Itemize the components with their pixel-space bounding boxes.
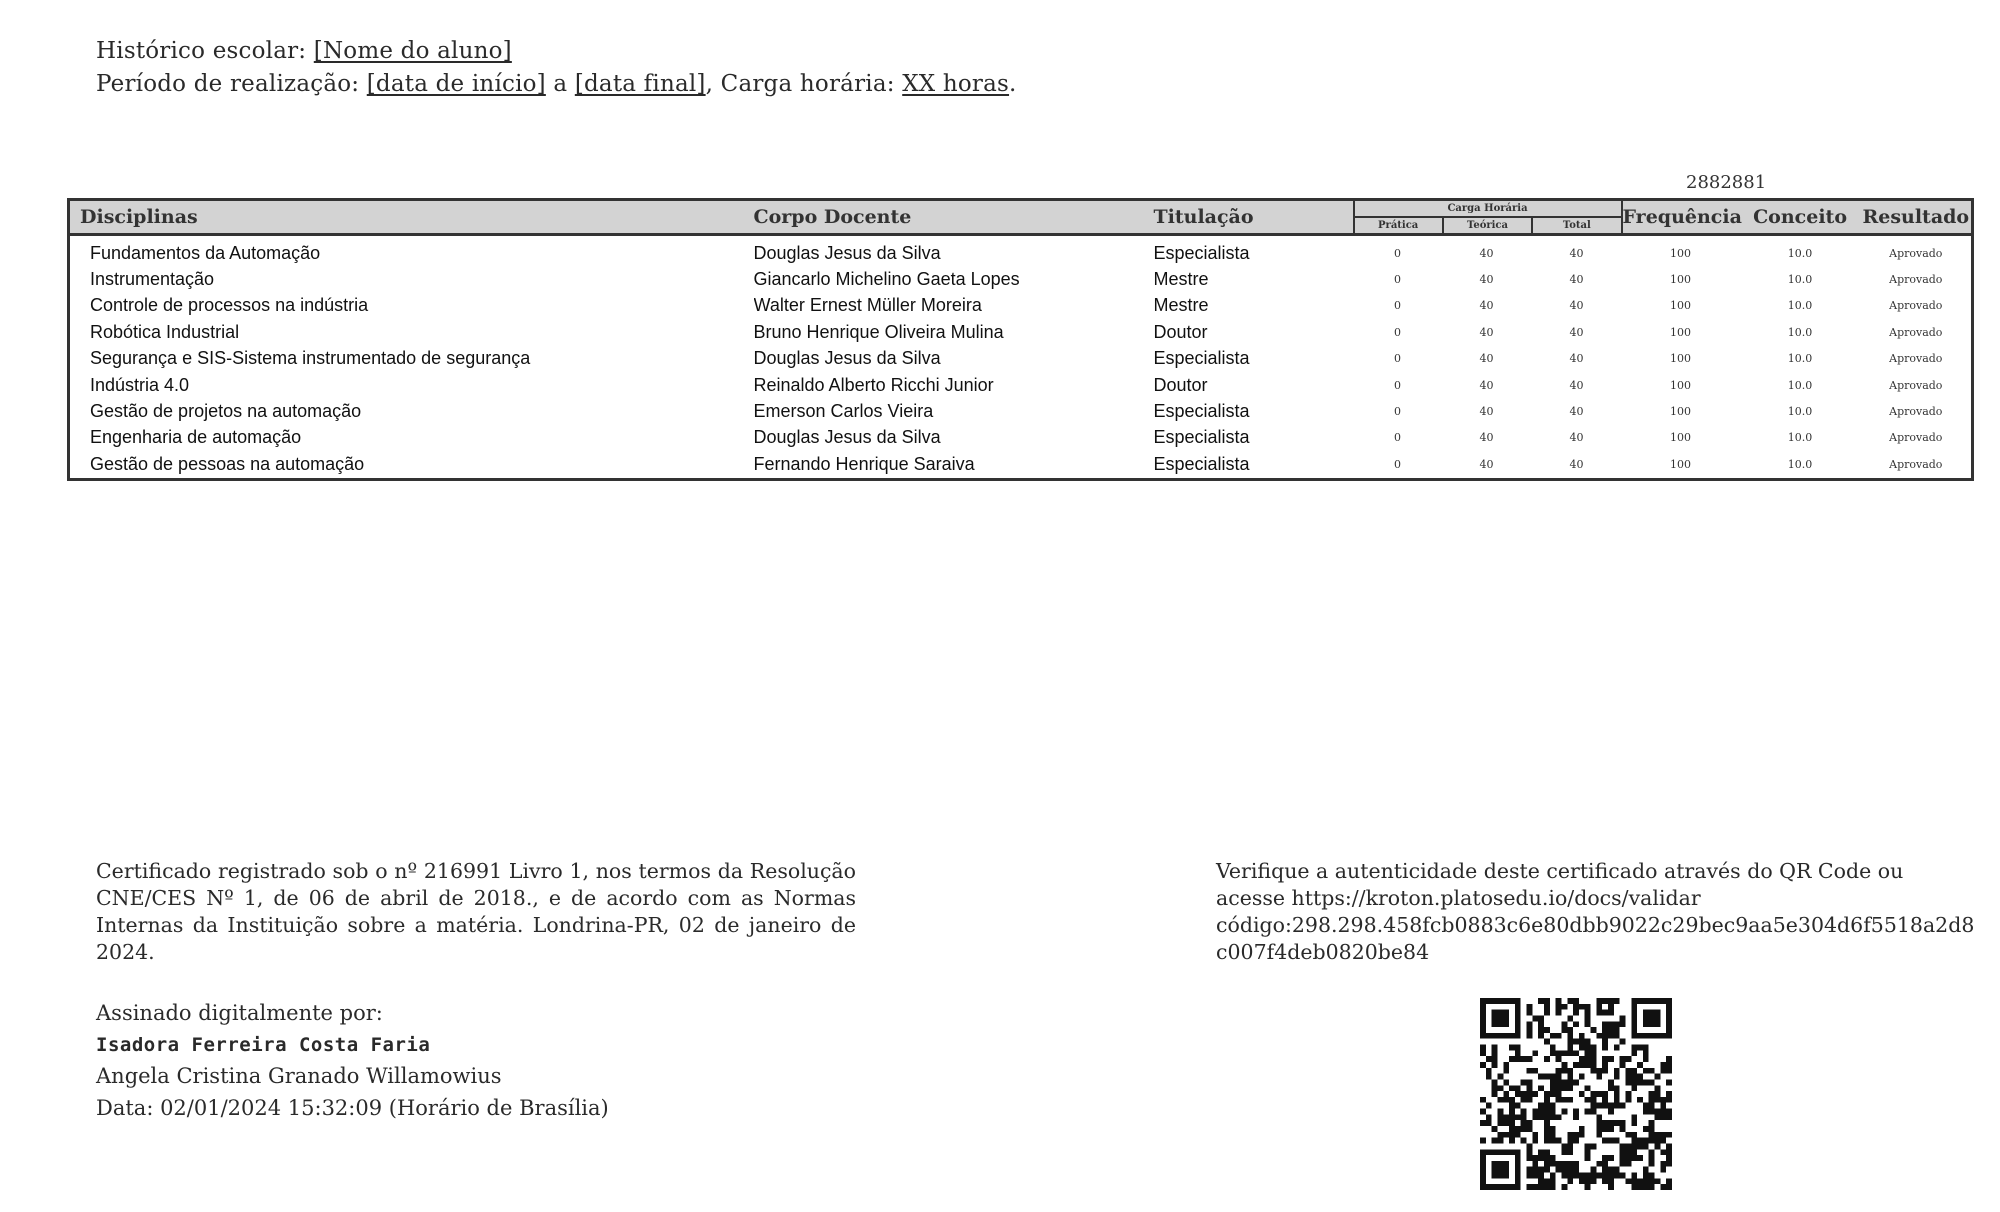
- cell-conceito: 10.0: [1787, 325, 1813, 339]
- cell-teorica: 40: [1479, 299, 1494, 313]
- cell-disciplina: Segurança e SIS-Sistema instrumentado de segurança: [90, 348, 531, 369]
- cell-resultado: Aprovado: [1889, 352, 1943, 366]
- header-titulacao: Titulação: [1154, 200, 1354, 235]
- header-teorica: Teórica: [1442, 218, 1533, 233]
- cell-pratica: 0: [1394, 246, 1401, 260]
- table-row: [69, 346, 1973, 372]
- cell-teorica: 40: [1479, 405, 1494, 419]
- start-date-placeholder: [data de início]: [366, 71, 546, 97]
- connector-a: a: [553, 71, 568, 97]
- cell-conceito: 10.0: [1787, 431, 1813, 445]
- cell-frequencia: 100: [1670, 352, 1692, 366]
- cell-disciplina: Fundamentos da Automação: [90, 242, 321, 263]
- cell-total: 40: [1569, 405, 1584, 419]
- cell-titulacao: Especialista: [1153, 242, 1250, 263]
- cell-pratica: 0: [1394, 431, 1401, 445]
- verification-block: [1216, 858, 1976, 966]
- cell-docente: Douglas Jesus da Silva: [753, 427, 941, 448]
- cell-docente: Fernando Henrique Saraiva: [753, 453, 975, 474]
- cell-titulacao: Mestre: [1153, 269, 1209, 290]
- cell-teorica: 40: [1479, 352, 1494, 366]
- cell-disciplina: Gestão de projetos na automação: [90, 401, 362, 422]
- cell-docente: Walter Ernest Müller Moreira: [753, 295, 982, 316]
- cell-pratica: 0: [1394, 273, 1401, 287]
- student-name-placeholder: [Nome do aluno]: [313, 38, 512, 64]
- cell-disciplina: Robótica Industrial: [90, 321, 240, 342]
- signer-1: Isadora Ferreira Costa Faria: [96, 1033, 431, 1056]
- cell-disciplina: Indústria 4.0: [90, 374, 190, 395]
- cell-frequencia: 100: [1670, 405, 1692, 419]
- header-line-period: [96, 71, 1017, 97]
- hours-placeholder: XX horas: [902, 71, 1010, 97]
- verification-text: Verifique a autenticidade deste certificado através do QR Code ou acesse https://kroton.platosedu.io/docs/validar: [1216, 859, 1904, 910]
- cell-resultado: Aprovado: [1889, 246, 1943, 260]
- cell-titulacao: Especialista: [1153, 453, 1250, 474]
- document-number: 2882881: [1686, 172, 1767, 193]
- cell-titulacao: Doutor: [1153, 374, 1208, 395]
- verification-code: código:298.298.458fcb0883c6e80dbb9022c29bec9aa5e304d6f5518a2d8c007f4deb0820be84: [1216, 913, 1975, 964]
- header-carga-title: Carga Horária: [1355, 201, 1621, 218]
- cell-total: 40: [1569, 273, 1584, 287]
- cell-conceito: 10.0: [1787, 273, 1813, 287]
- cell-teorica: 40: [1479, 273, 1494, 287]
- cell-resultado: Aprovado: [1889, 299, 1943, 313]
- cell-total: 40: [1569, 246, 1584, 260]
- header-disciplinas: Disciplinas: [69, 200, 754, 235]
- header-carga-horaria: [1354, 200, 1622, 235]
- cell-docente: Giancarlo Michelino Gaeta Lopes: [753, 269, 1020, 290]
- cell-resultado: Aprovado: [1889, 457, 1943, 471]
- cell-conceito: 10.0: [1787, 246, 1813, 260]
- header-carga-subs: [1355, 218, 1621, 233]
- signed-by-label: Assinado digitalmente por:: [96, 1001, 383, 1025]
- label-periodo: Período de realização:: [96, 71, 360, 97]
- header-frequencia: Frequência: [1622, 200, 1740, 235]
- table-row: [69, 425, 1973, 451]
- cell-titulacao: Especialista: [1153, 348, 1250, 369]
- cell-total: 40: [1569, 325, 1584, 339]
- cell-frequencia: 100: [1670, 457, 1692, 471]
- header-total: Total: [1562, 220, 1591, 231]
- cell-disciplina: Instrumentação: [90, 269, 215, 290]
- cell-docente: Reinaldo Alberto Ricchi Junior: [753, 374, 994, 395]
- cell-frequencia: 100: [1670, 378, 1692, 392]
- cell-resultado: Aprovado: [1889, 431, 1943, 445]
- cell-pratica: 0: [1394, 299, 1401, 313]
- end-date-placeholder: [data final]: [574, 71, 706, 97]
- cell-frequencia: 100: [1670, 299, 1692, 313]
- cell-disciplina: Engenharia de automação: [90, 427, 302, 448]
- cell-disciplina: Gestão de pessoas na automação: [90, 453, 365, 474]
- cell-conceito: 10.0: [1787, 405, 1813, 419]
- cell-teorica: 40: [1479, 378, 1494, 392]
- cell-conceito: 10.0: [1787, 299, 1813, 313]
- cell-conceito: 10.0: [1787, 457, 1813, 471]
- cell-titulacao: Mestre: [1153, 295, 1209, 316]
- table-row: [69, 293, 1973, 319]
- cell-titulacao: Especialista: [1153, 427, 1250, 448]
- registration-statement: Certificado registrado sob o nº 216991 Livro 1, nos termos da Resolução CNE/CES Nº 1, de 06 de abril de 2018., e de acordo com as Normas Internas da Instituição sobre a matéria. Londrina-PR, 02 de janeiro de 2024.: [96, 859, 856, 964]
- cell-total: 40: [1569, 352, 1584, 366]
- table-row: [69, 266, 1973, 292]
- cell-frequencia: 100: [1670, 246, 1692, 260]
- cell-resultado: Aprovado: [1889, 378, 1943, 392]
- signer-2: Angela Cristina Granado Willamowius: [96, 1064, 502, 1088]
- grades-table: [67, 198, 1974, 481]
- cell-teorica: 40: [1479, 325, 1494, 339]
- header-line-student: [96, 38, 512, 64]
- cell-docente: Douglas Jesus da Silva: [753, 242, 941, 263]
- label-historico: Histórico escolar:: [96, 38, 307, 64]
- table-row: [69, 372, 1973, 398]
- signature-date: Data: 02/01/2024 15:32:09 (Horário de Brasília): [96, 1095, 609, 1120]
- header-pratica: Prática: [1378, 220, 1419, 231]
- header-corpo-docente: Corpo Docente: [754, 200, 1154, 235]
- table-row: [69, 319, 1973, 345]
- cell-total: 40: [1569, 431, 1584, 445]
- cell-total: 40: [1569, 299, 1584, 313]
- cell-total: 40: [1569, 378, 1584, 392]
- cell-frequencia: 100: [1670, 273, 1692, 287]
- table-header-row: [69, 200, 1973, 235]
- period-end: .: [1009, 71, 1017, 97]
- cell-teorica: 40: [1479, 457, 1494, 471]
- cell-frequencia: 100: [1670, 431, 1692, 445]
- table-row: [69, 451, 1973, 479]
- cell-titulacao: Especialista: [1153, 401, 1250, 422]
- cell-pratica: 0: [1394, 352, 1401, 366]
- cell-titulacao: Doutor: [1153, 321, 1208, 342]
- cell-docente: Bruno Henrique Oliveira Mulina: [753, 321, 1004, 342]
- cell-conceito: 10.0: [1787, 352, 1813, 366]
- signature-block: [96, 998, 609, 1124]
- cell-pratica: 0: [1394, 325, 1401, 339]
- cell-docente: Douglas Jesus da Silva: [753, 348, 941, 369]
- cell-total: 40: [1569, 457, 1584, 471]
- cell-docente: Emerson Carlos Vieira: [753, 401, 934, 422]
- cell-teorica: 40: [1479, 431, 1494, 445]
- cell-resultado: Aprovado: [1889, 405, 1943, 419]
- qr-code-icon[interactable]: [1480, 998, 1672, 1190]
- cell-teorica: 40: [1479, 246, 1494, 260]
- cell-disciplina: Controle de processos na indústria: [90, 295, 369, 316]
- header-conceito: Conceito: [1740, 200, 1861, 235]
- cell-frequencia: 100: [1670, 325, 1692, 339]
- cell-resultado: Aprovado: [1889, 273, 1943, 287]
- cell-pratica: 0: [1394, 378, 1401, 392]
- cell-conceito: 10.0: [1787, 378, 1813, 392]
- cell-pratica: 0: [1394, 405, 1401, 419]
- table-row: [69, 235, 1973, 267]
- cell-resultado: Aprovado: [1889, 325, 1943, 339]
- cell-pratica: 0: [1394, 457, 1401, 471]
- table-row: [69, 398, 1973, 424]
- header-resultado: Resultado: [1861, 200, 1973, 235]
- label-carga: , Carga horária:: [705, 71, 895, 97]
